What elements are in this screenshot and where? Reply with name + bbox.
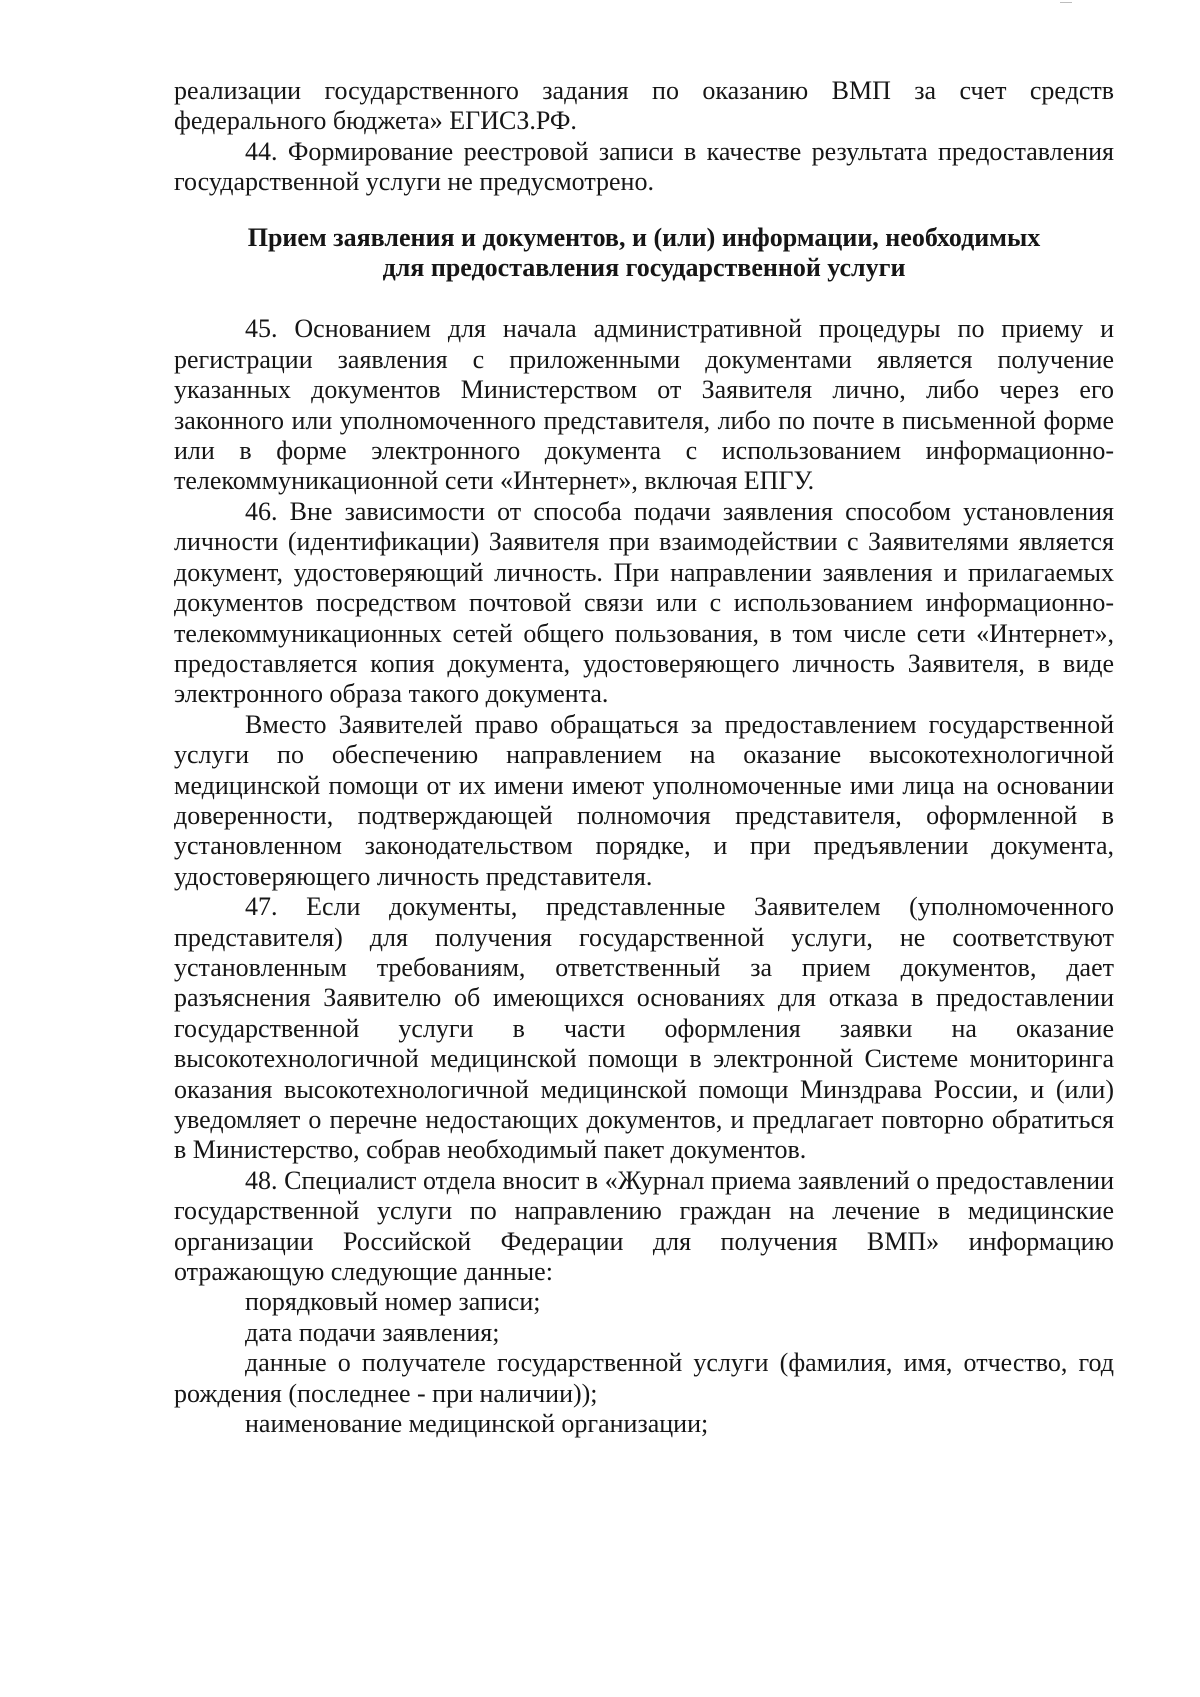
list-item-organization-name: наименование медицинской организации; [245, 1409, 709, 1439]
paragraph-48: 48. Специалист отдела вносит в «Журнал приема заявлений о предоставлении государственной услуги по направлению граждан на лечение в медицинские организации Российской Федерации для получения ВМП» информацию отражающую следующие данные: [174, 1165, 1114, 1287]
section-heading-line-2: для предоставления государственной услуги [382, 253, 906, 283]
paragraph-45: 45. Основанием для начала административной процедуры по приему и регистрации заявления с приложенными документами является получение указанных документов Министерством от Заявителя лично, либо через его законного или уполномоченного представителя, либо по почте в письменной форме или в форме электронного документа с использованием информационно-телекоммуникационной сети «Интернет», включая ЕПГУ. [174, 314, 1114, 496]
section-heading-line-1: Прием заявления и документов, и (или) информации, необходимых [247, 222, 1041, 252]
paragraph-46-representatives: Вместо Заявителей право обращаться за предоставлением государственной услуги по обеспечению направлением на оказание высокотехнологичной медицинской помощи от их имени имеют уполномоченные ими лица на основании доверенности, подтверждающей полномочия представителя, оформленной в установленном законодательством порядке, и при предъявлении документа, удостоверяющего личность представителя. [174, 709, 1114, 891]
document-body [174, 76, 1114, 1439]
section-heading [174, 223, 1114, 284]
paragraph-47: 47. Если документы, представленные Заявителем (уполномоченного представителя) для получения государственной услуги, не соответствуют установленным требованиям, ответственный за прием документов, дает разъяснения Заявителю об имеющихся основаниях для отказа в предоставлении государственной услуги в части оформления заявки на оказание высокотехнологичной медицинской помощи в электронной Системе мониторинга оказания высокотехнологичной медицинской помощи Минздрава России, и (или) уведомляет о перечне недостающих документов, и предлагает повторно обратиться в Министерство, собрав необходимый пакет документов. [174, 892, 1114, 1165]
scan-mark [1060, 2, 1072, 3]
paragraph-continuation: реализации государственного задания по оказанию ВМП за счет средств федерального бюджета» ЕГИСЗ.РФ. [174, 76, 1114, 136]
list-item-record-number: порядковый номер записи; [245, 1287, 541, 1317]
list-item-application-date: дата подачи заявления; [245, 1317, 500, 1347]
list-item-recipient-data: данные о получателе государственной услуги (фамилия, имя, отчество, год рождения (последнее - при наличии)); [174, 1348, 1114, 1408]
paragraph-46: 46. Вне зависимости от способа подачи заявления способом установления личности (идентификации) Заявителя при взаимодействии с Заявителями является документ, удостоверяющий личность. При направлении заявления и прилагаемых документов посредством почтовой связи или с использованием информационно-телекоммуникационных сетей общего пользования, в том числе сети «Интернет», предоставляется копия документа, удостоверяющего личность Заявителя, в виде электронного образа такого документа. [174, 496, 1114, 709]
paragraph-44: 44. Формирование реестровой записи в качестве результата предоставления государственной услуги не предусмотрено. [174, 136, 1114, 197]
